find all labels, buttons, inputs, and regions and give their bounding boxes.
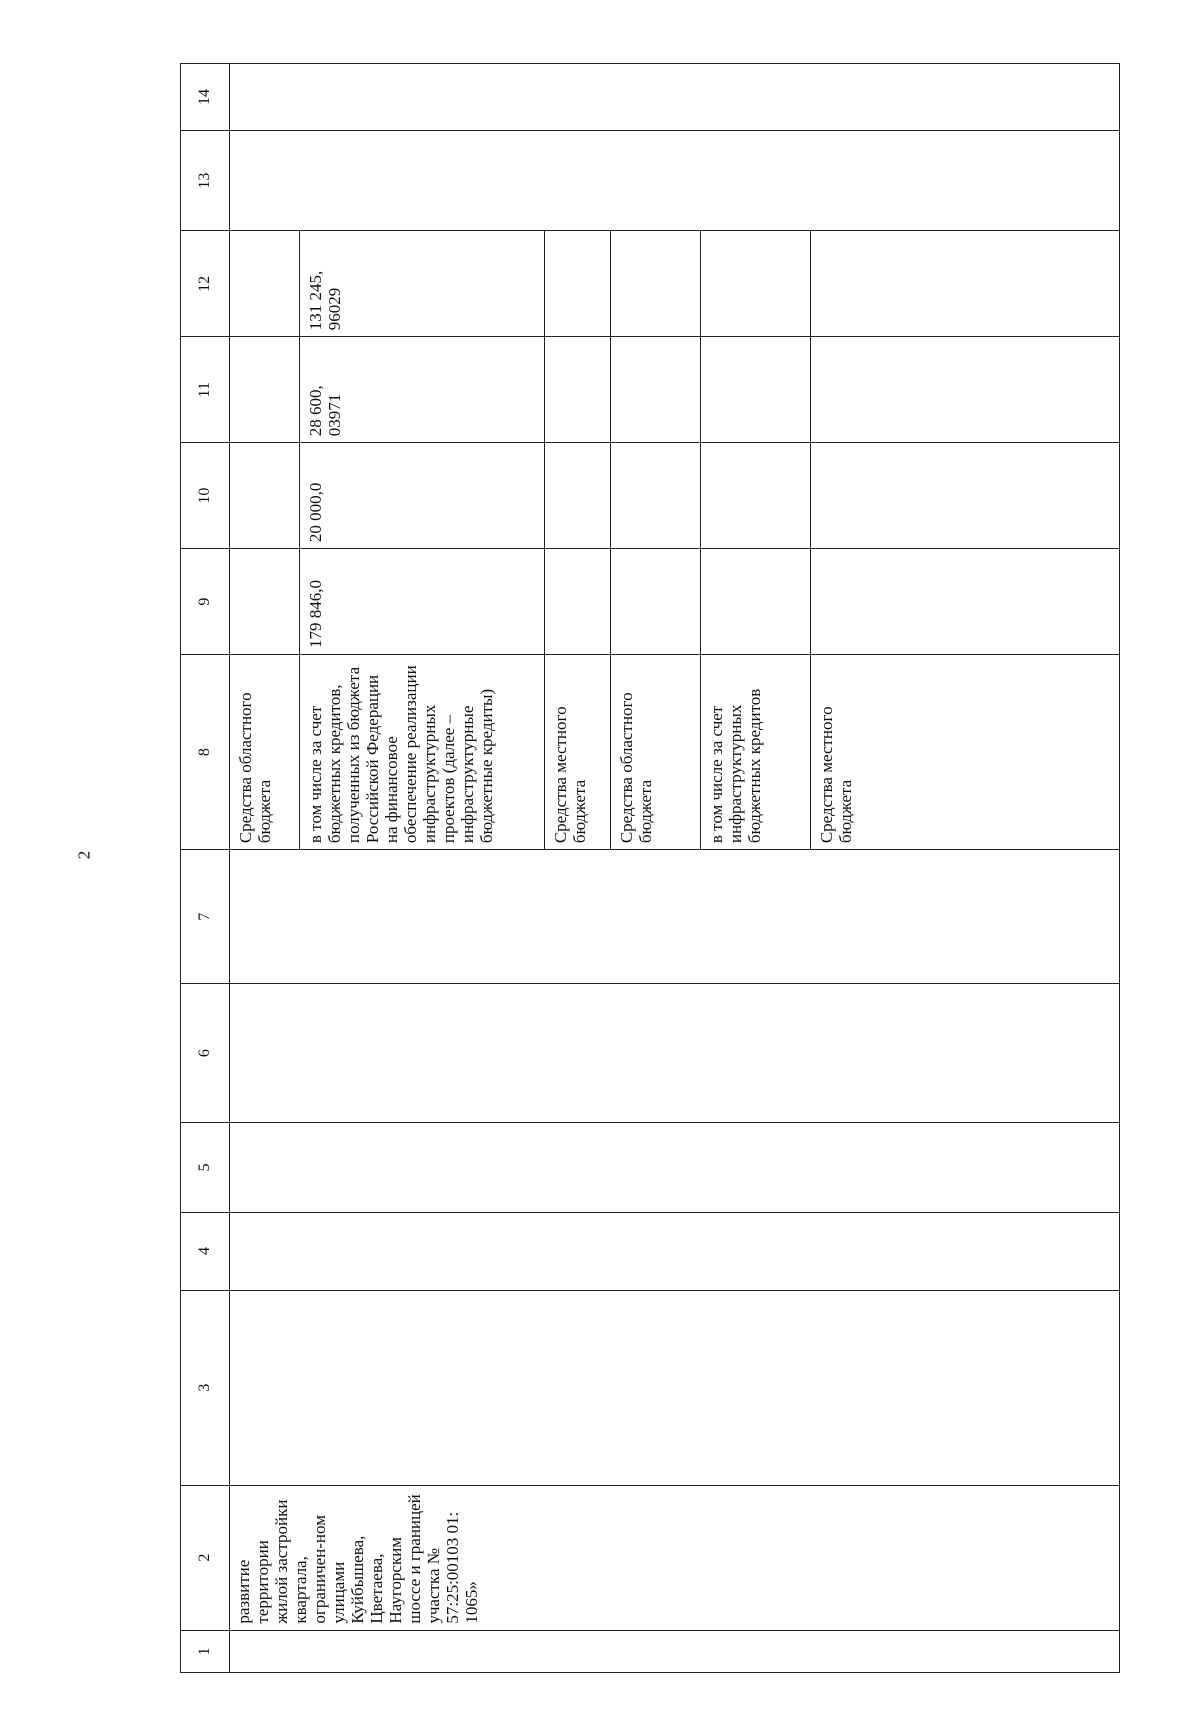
- col9-row-1: [230, 549, 300, 654]
- budget-table: [180, 63, 1120, 1673]
- col10-row-6: [811, 443, 1119, 548]
- page-number: 2: [74, 850, 94, 860]
- col10-row-4: [611, 443, 701, 548]
- cell-col13: [230, 131, 1120, 231]
- cell-col11: [230, 337, 1120, 443]
- cell-col10: [230, 443, 1120, 549]
- source-row-4: Средства областного бюджета: [611, 655, 701, 849]
- header-row: [181, 64, 230, 1673]
- cell-col1: [230, 1630, 1120, 1672]
- col9-row-6: [811, 549, 1119, 654]
- col12-row-2: 131 245, 96029: [300, 231, 545, 336]
- source-row-3: Средства местного бюджета: [545, 655, 611, 849]
- cell-col7: [230, 850, 1120, 984]
- col11-row-2: 28 600, 03971: [300, 337, 545, 442]
- col12-row-1: [230, 231, 300, 336]
- cell-col2-description: развитие территории жилой застройки квартала, ограничен-ном улицами Куйбышева, Цветаева, Наугорским шоссе и границей участка № 57:25:00103 01: 1065»: [230, 1485, 1120, 1630]
- cell-col6: [230, 983, 1120, 1122]
- col12-row-6: [811, 231, 1119, 336]
- source-row-6: Средства местного бюджета: [817, 706, 856, 844]
- cell-col4: [230, 1212, 1120, 1290]
- col12-row-5: [701, 231, 811, 336]
- col9-row-4: [611, 549, 701, 654]
- col10-row-3: [545, 443, 611, 548]
- col12-row-3: [545, 231, 611, 336]
- col-header-6: 6: [181, 983, 230, 1122]
- col11-row-1: [230, 337, 300, 442]
- budget-table-rotated: [180, 63, 1120, 1673]
- col-header-1: 1: [181, 1630, 230, 1672]
- col-header-7: 7: [181, 850, 230, 984]
- cell-col9: [230, 549, 1120, 655]
- col-header-5: 5: [181, 1123, 230, 1212]
- col-header-4: 4: [181, 1212, 230, 1290]
- col11-row-6: [811, 337, 1119, 442]
- cell-col14: [230, 64, 1120, 131]
- col-header-10: 10: [181, 443, 230, 549]
- col-header-13: 13: [181, 131, 230, 231]
- col-header-2: 2: [181, 1485, 230, 1630]
- col11-row-3: [545, 337, 611, 442]
- col10-row-5: [701, 443, 811, 548]
- col9-row-3: [545, 549, 611, 654]
- source-row-2: в том числе за счет бюджетных кредитов, полученных из бюджета Российской Федерации на финансовое обеспечение реализации инфраструктурных проектов (далее – инфраструктурные бюджетные кредиты): [300, 655, 545, 849]
- col11-row-4: [611, 337, 701, 442]
- col9-row-5: [701, 549, 811, 654]
- source-row-5: в том числе за счет инфраструктурных бюджетных кредитов: [701, 655, 811, 849]
- source-row-1: Средства областного бюджета: [230, 655, 300, 849]
- col12-row-4: [611, 231, 701, 336]
- col-header-8: 8: [181, 655, 230, 850]
- col11-row-5: [701, 337, 811, 442]
- cell-col3: [230, 1290, 1120, 1485]
- col-header-11: 11: [181, 337, 230, 443]
- col10-row-1: [230, 443, 300, 548]
- col-header-9: 9: [181, 549, 230, 655]
- col-header-3: 3: [181, 1290, 230, 1485]
- cell-col12: [230, 231, 1120, 337]
- body-row: [230, 64, 1120, 1673]
- col-header-14: 14: [181, 64, 230, 131]
- cell-col5: [230, 1123, 1120, 1212]
- col9-row-2: 179 846,0: [300, 549, 545, 654]
- cell-col8-sources: [230, 655, 1120, 850]
- col10-row-2: 20 000,0: [300, 443, 545, 548]
- col-header-12: 12: [181, 231, 230, 337]
